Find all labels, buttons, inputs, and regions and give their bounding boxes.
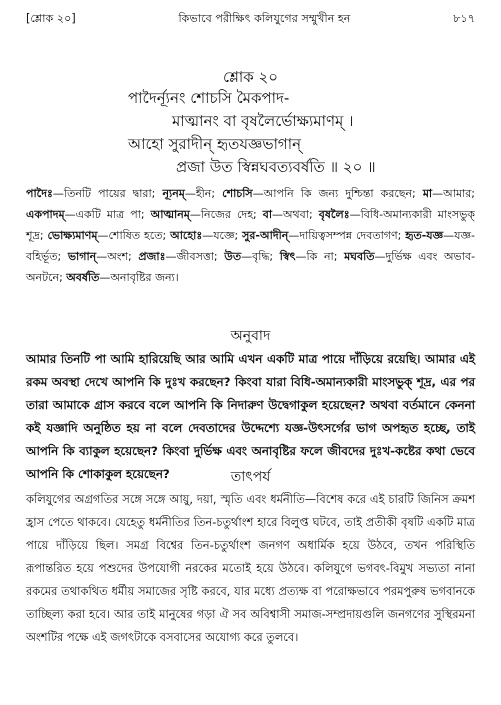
synonym-meaning: অনাবৃষ্টির জন্য।: [110, 271, 179, 284]
synonym-term: স্বিৎ: [279, 250, 296, 263]
synonym-meaning: আপনি কি জন্য দুশ্চিন্তা করছেন;: [263, 187, 416, 200]
synonym-entry: ভাগান্—অংশ;: [67, 250, 132, 263]
sanskrit-verse: [0, 87, 501, 179]
synonym-term: প্রজাঃ: [138, 250, 166, 263]
synonym-term: আহোঃ: [170, 229, 203, 242]
synonym-entry: প্রজাঃ—জীবসত্তা;: [138, 250, 218, 263]
header-verse-ref: [শ্লোক ২০]: [26, 11, 76, 25]
translation-heading: অনুবাদ: [230, 328, 271, 344]
synonym-entry: শোচসি—আপনি কি জন্য দুশ্চিন্তা করছেন;: [222, 187, 416, 200]
synonym-entry: ভোক্ষ্যমাণম্—শোষিত হতে;: [47, 229, 167, 242]
synonym-meaning: কি না;: [306, 250, 338, 263]
synonym-term: সুর-আদীন্: [242, 229, 289, 242]
synonym-entry: ন্যূনম্—হীন;: [162, 187, 216, 200]
verse-line-4: প্রজা উত স্বিন্নঘবত্যবর্ষতি ॥ ২০ ॥: [176, 158, 376, 176]
synonym-meaning: আমার;: [443, 187, 476, 200]
synonym-term: মঘবতি: [344, 250, 375, 263]
synonym-entry: অবর্ষতি—অনাবৃষ্টির জন্য।: [66, 271, 179, 284]
synonym-entry: স্বিৎ—কি না;: [279, 250, 338, 263]
synonym-entry: পাদৈঃ—তিনটি পায়ের দ্বারা;: [26, 187, 156, 200]
synonym-entry: উত—বৃদ্ধি;: [224, 250, 274, 263]
synonym-meaning: যজ্ঞ-বহির্ভূত;: [26, 229, 476, 263]
running-header: [26, 9, 475, 29]
synonym-meaning: হীন;: [195, 187, 216, 200]
synonym-meaning: অংশ;: [107, 250, 132, 263]
verse-line-2: মাত্মানং বা বৃষলৈর্ভোক্ষ্যমাণম্ ।: [172, 112, 354, 130]
synonym-meaning: শোষিত হতে;: [108, 229, 167, 242]
synonym-meaning: বিধি-অমান্যকারী মাংসভুক্ শূদ্র;: [26, 208, 475, 242]
header-chapter-title: কিভাবে পরীক্ষিৎ কলিযুগের সম্মুখীন হন: [178, 11, 351, 25]
synonym-meaning: তিনটি পায়ের দ্বারা;: [63, 187, 156, 200]
synonym-meaning: জীবসত্তা;: [176, 250, 218, 263]
synonym-meaning: বৃদ্ধি;: [252, 250, 274, 263]
verse-title: শ্লোক ২০: [223, 68, 278, 86]
synonym-entry: মা—আমার;: [422, 187, 476, 200]
synonym-meaning: দুর্ভিক্ষ এবং অভাব-অনটনে;: [26, 250, 476, 284]
purport-heading: তাৎপর্য: [230, 469, 271, 485]
translation-text: আমার তিনটি পা আমি হারিয়েছি আর আমি এখন একটি মাত্র পায়ে দাঁড়িয়ে রয়েছি। আমার এই রকম অবস্থা দেখে আপনি কি দুঃখ করছেন? কিংবা যারা বিধি-অমান্যকারী মাংসভুক্ শূদ্র, এর পর তারা আমাকে গ্রাস করবে বলে আপনি কি নিদারুণ উদ্বেগাকুল হয়েছেন? অথবা বর্তমানে কেননা কই যজ্ঞাদি অনুষ্ঠিত হয় না বলে দেবতাদের উদ্দেশ্যে যজ্ঞ-উৎসর্গের ভাগ অপহৃত হচ্ছে, তাই আপনি কি ব্যাকুল হয়েছেন? কিংবা দুর্ভিক্ষ এবং অনাবৃষ্টির ফলে জীবদের দুঃখ-কষ্টের কথা ভেবে আপনি কি শোকাকুল হয়েছেন?: [26, 352, 475, 481]
synonym-term: হৃত-যজ্ঞ: [405, 229, 444, 242]
synonym-entry: মঘবতি—দুর্ভিক্ষ এবং অভাব-অনটনে;: [26, 250, 476, 284]
synonym-meaning: দায়িত্বসম্পন্ন দেবতাগণ;: [299, 229, 402, 242]
synonym-term: পাদৈঃ: [26, 187, 53, 200]
synonym-entry: আহোঃ—যজ্ঞে;: [170, 229, 239, 242]
page-number: ৮১৭: [453, 11, 475, 25]
synonym-term: বৃষলৈঃ: [318, 208, 350, 221]
synonym-term: ভাগান্: [67, 250, 97, 263]
synonym-meaning: একটি মাত্র পা;: [75, 208, 145, 221]
synonym-meaning: অথবা;: [283, 208, 313, 221]
synonym-term: আত্মানম্: [150, 208, 190, 221]
synonym-term: একপাদম্: [26, 208, 65, 221]
word-for-word-synonyms: [26, 183, 475, 288]
synonym-entry: বৃষলৈঃ—বিধি-অমান্যকারী মাংসভুক্ শূদ্র;: [26, 208, 475, 242]
synonym-meaning: নিজের দেহ;: [200, 208, 257, 221]
verse-line-1: পাদৈর্ন্যূনং শোচসি মৈকপাদ-: [128, 89, 290, 107]
synonym-entry: আত্মানম্—নিজের দেহ;: [150, 208, 257, 221]
synonym-term: উত: [224, 250, 242, 263]
synonym-term: ভোক্ষ্যমাণম্: [47, 229, 98, 242]
synonym-entry: একপাদম্—একটি মাত্র পা;: [26, 208, 145, 221]
synonym-entry: হৃত-যজ্ঞ—যজ্ঞ-বহির্ভূত;: [26, 229, 476, 263]
synonym-entry: সুর-আদীন্—দায়িত্বসম্পন্ন দেবতাগণ;: [242, 229, 402, 242]
synonym-term: অবর্ষতি: [66, 271, 100, 284]
synonym-term: বা: [262, 208, 273, 221]
verse-line-3: আহো সুরাদীন্ হৃতযজ্ঞভাগান্: [128, 135, 302, 153]
synonym-term: শোচসি: [222, 187, 253, 200]
synonym-term: ন্যূনম্: [162, 187, 185, 200]
synonym-entry: বা—অথবা;: [262, 208, 313, 221]
synonym-term: মা: [422, 187, 433, 200]
purport-text: কলিযুগের অগ্রগতির সঙ্গে সঙ্গে আয়ু, দয়া, স্মৃতি এবং ধর্মনীতি—বিশেষ করে এই চারটি জিনিস ক্রমশ হ্রাস পেতে থাকবে। যেহেতু ধর্মনীতির তিন-চতুর্থাংশ হারে বিলুপ্ত ঘটবে, তাই প্রতীকী বৃষটি একটি মাত্র পায়ে দাঁড়িয়ে ছিল। সমগ্র বিশ্বের তিন-চতুর্থাংশ জনগণ অধার্মিক হয়ে উঠবে, তখন পরিস্থিতি রূপান্তরিত হয়ে পশুদের উপযোগী নরকের মতোই হয়ে উঠবে। কলিযুগে ভগবৎ-বিমুখ সভ্যতা নানা রকমের তথাকথিত ধর্মীয় সমাজের সৃষ্টি করবে, যার মধ্যে প্রত্যক্ষ বা পরোক্ষভাবে পরমপুরুষ ভগবানকে তাচ্ছিল্য করা হবে। আর তাই মানুষের গড়া ঐ সব অবিশ্বাসী সমাজ-সম্প্রদায়গুলি জনগণের সুস্থিরমনা অংশটির পক্ষে এই জগৎটাকে বসবাসের অযোগ্য করে তুলবে।: [26, 492, 475, 644]
synonym-meaning: যজ্ঞে;: [213, 229, 239, 242]
